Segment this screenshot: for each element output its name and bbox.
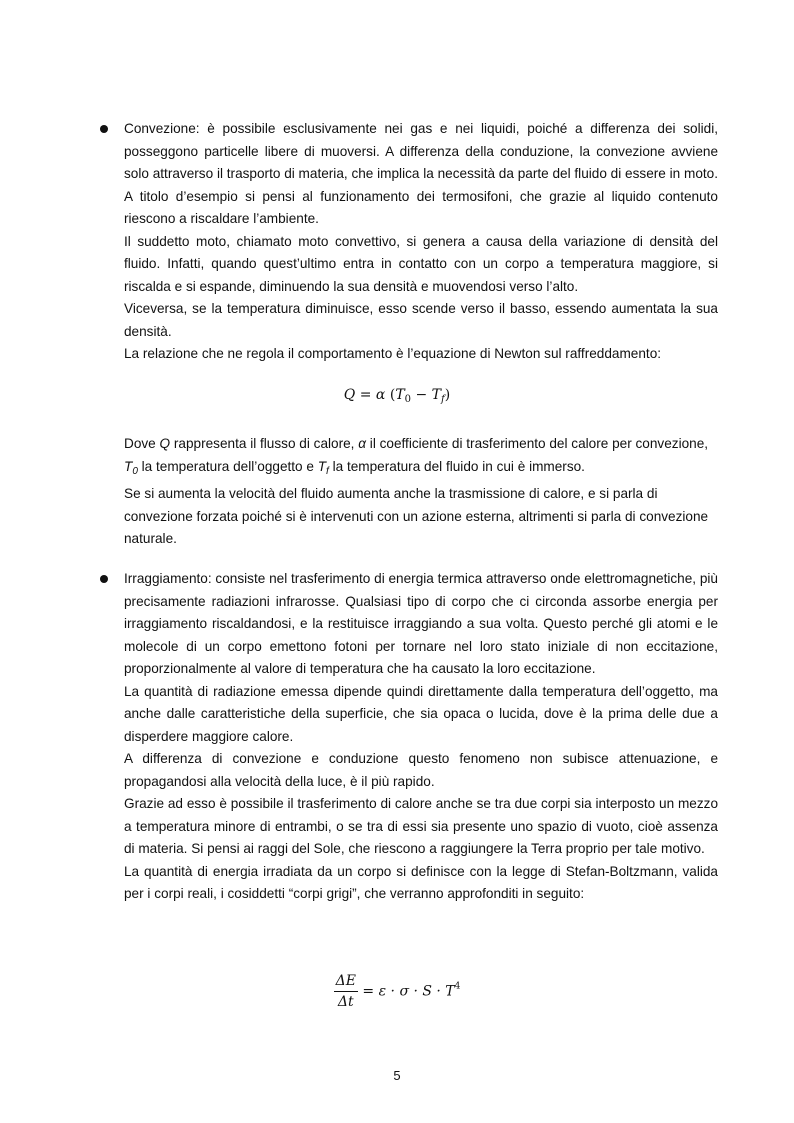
radiation-section <box>124 568 718 906</box>
convection-paragraph-4: La relazione che ne regola il comportamento è l’equazione di Newton sul raffreddamento: <box>124 346 662 361</box>
bullet-icon <box>100 125 108 133</box>
convection-paragraph-3: Viceversa, se la temperatura diminuisce, esso scende verso il basso, essendo aumentata la sua densità. <box>124 301 718 339</box>
convection-paragraph-5: Se si aumenta la velocità del fluido aumenta anche la trasmissione di calore, e si parla di convezione forzata poiché si è intervenuti con un azione esterna, altrimenti si parla di convezione naturale. <box>124 486 709 546</box>
radiation-paragraph-1: Irraggiamento: consiste nel trasferimento di energia termica attraverso onde elettromagnetiche, più precisamente radiazioni infrarosse. Qualsiasi tipo di corpo che ci circonda assorbe energia per irraggiamento riscaldandosi, e la restituisce irraggiando a sua volta. Questo perché gli atomi e le molecole di un corpo emettono fotoni per tornare nel loro stato iniziale di non eccitazione, proporzionalmente al valore di temperatura che ha causato la loro eccitazione. <box>124 571 718 676</box>
convection-section <box>124 118 718 366</box>
convection-where-paragraph: Dove Q rappresenta il flusso di calore, α il coefficiente di trasferimento del calore per convezione, $T_0$ la temperatura dell’oggetto e $T_f$ la temperatura del fluido in cui è immerso. <box>124 436 709 477</box>
bullet-icon <box>100 575 108 583</box>
radiation-paragraph-4: Grazie ad esso è possibile il trasferimento di calore anche se tra due corpi sia interposto un mezzo a temperatura minore di entrambi, o se tra di essi sia presente uno spazio di vuoto, cioè assenza di materia. Si pensi ai raggi del Sole, che riescono a raggiungere la Terra proprio per tale motivo. <box>124 796 718 856</box>
energy-rate-fraction: $\frac{\Delta E}{\Delta t}$ <box>335 973 356 1010</box>
convection-explanation <box>124 433 718 551</box>
radiation-paragraph-2: La quantità di radiazione emessa dipende quindi direttamente dalla temperatura dell’oggetto, ma anche dalle caratteristiche della superficie, che sia opaca o lucida, dove è la prima delle due a disperdere maggiore calore. <box>124 683 718 744</box>
radiation-paragraph-3: A differenza di convezione e conduzione questo fenomeno non subisce attenuazione, e propagandosi alla velocità della luce, è il più rapido. <box>124 751 718 789</box>
convection-paragraph-2: Il suddetto moto, chiamato moto convettivo, si genera a causa della variazione di densità del fluido. Infatti, quando quest’ultimo entra in contatto con un corpo a temperatura maggiore, si riscalda e si espande, diminuendo la sua densità e muovendosi verso l’alto. <box>124 233 718 294</box>
stefan-boltzmann-formula: $\frac{\Delta E}{\Delta t}$ = $\varepsilon \cdot \sigma \cdot S \cdot T^4$ <box>335 973 461 1010</box>
page-number: 5 <box>393 1068 401 1083</box>
newton-cooling-formula: Q = α $(T_0 - T_f)$ <box>343 387 451 405</box>
convection-paragraph-1: Convezione: è possibile esclusivamente nei gas e nei liquidi, poiché a differenza dei solidi, posseggono particelle libere di muoversi. A differenza della conduzione, la convezione avviene solo attraverso il trasporto di materia, che implica la necessità da parte del fluido di essere in moto. A titolo d’esempio si pensi al funzionamento dei termosifoni, che grazie al liquido contenuto riescono a riscaldare l’ambiente. <box>124 121 718 226</box>
radiation-paragraph-5: La quantità di energia irradiata da un corpo si definisce con la legge di Stefan-Boltzmann, valida per i corpi reali, i cosiddetti “corpi grigi”, che verranno approfonditi in seguito: <box>124 863 718 901</box>
